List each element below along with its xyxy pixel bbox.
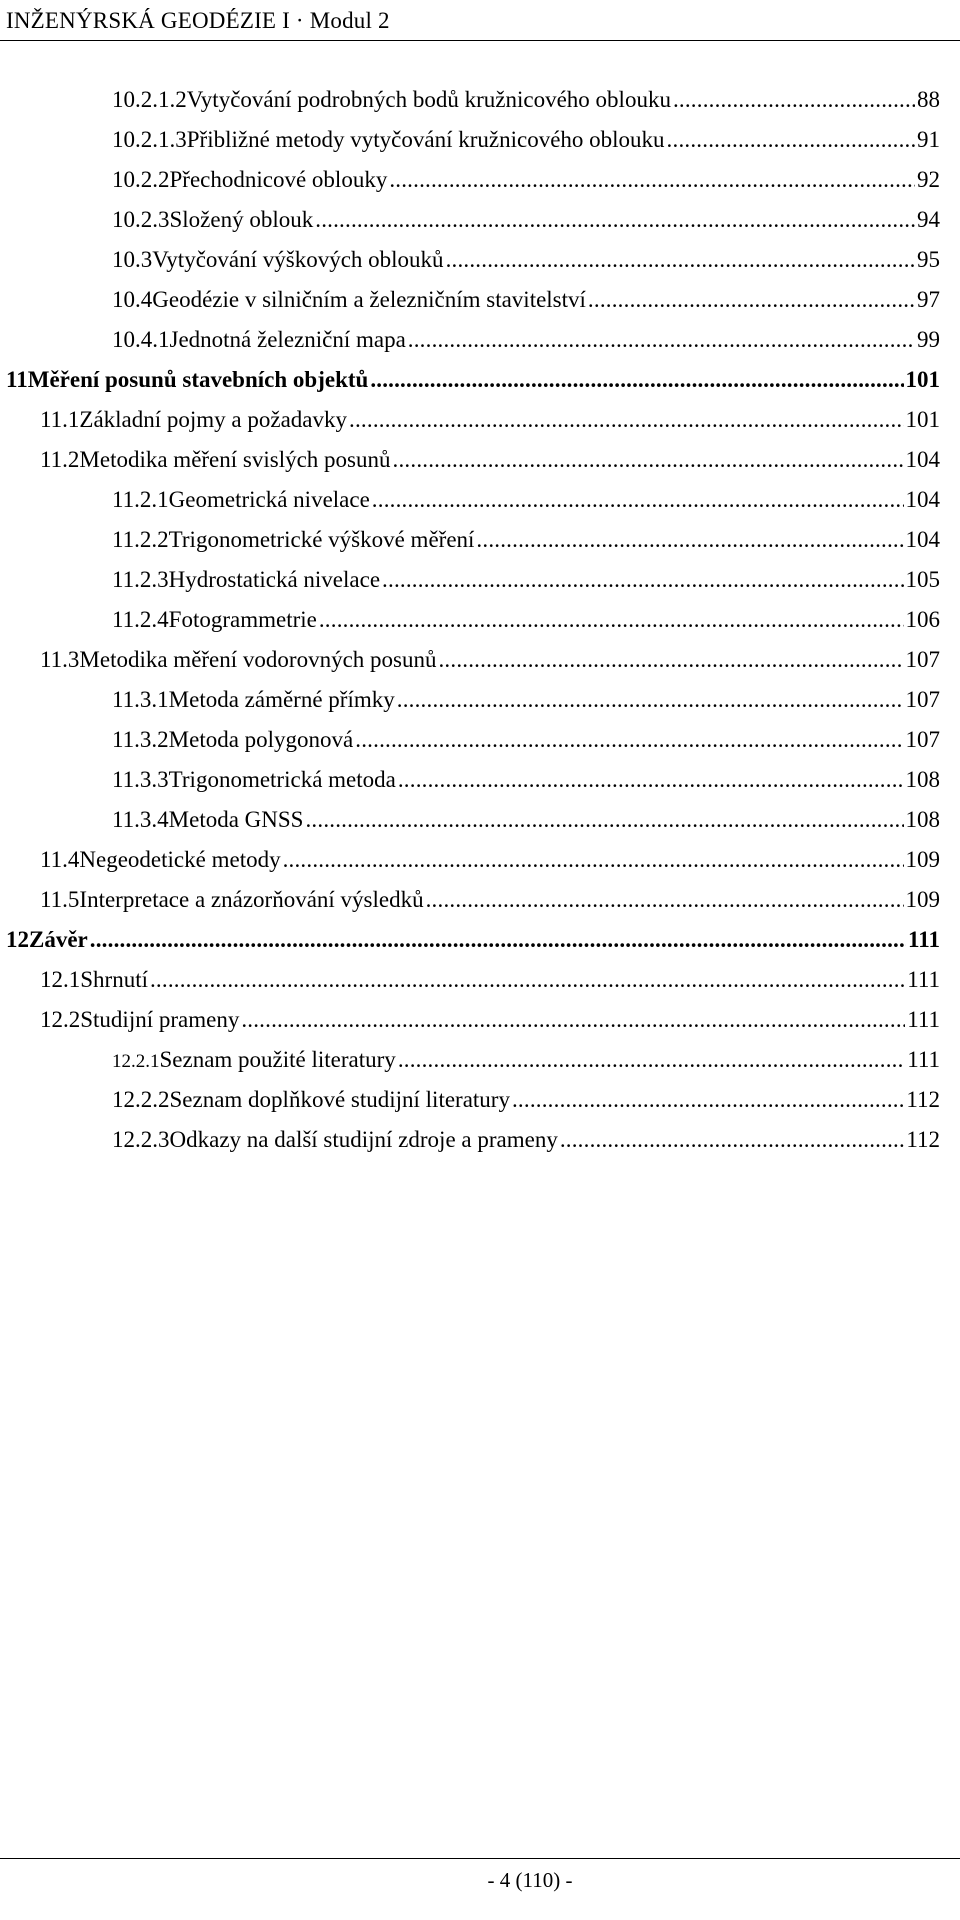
toc-dot-leader (241, 1000, 905, 1040)
footer-divider (0, 1858, 960, 1859)
toc-entry-number: 12.1 (40, 967, 81, 992)
toc-dot-leader (393, 440, 904, 480)
toc-entry[interactable] (112, 680, 940, 720)
toc-dot-leader (398, 760, 904, 800)
toc-dot-leader (372, 480, 904, 520)
toc-dot-leader (283, 840, 904, 880)
toc-dot-leader (355, 720, 903, 760)
toc-entry-title: Fotogrammetrie (168, 607, 317, 632)
toc-entry-number: 11.2.3 (112, 567, 169, 592)
toc-dot-leader (588, 280, 915, 320)
toc-entry-page: 95 (917, 247, 940, 272)
toc-entry-page: 108 (905, 767, 940, 792)
toc-entry[interactable] (112, 760, 940, 800)
toc-entry[interactable] (6, 920, 940, 960)
toc-entry[interactable] (40, 1000, 940, 1040)
toc-entry-title: Shrnutí (80, 967, 148, 992)
toc-entry[interactable] (112, 280, 940, 320)
toc-entry-page: 94 (917, 207, 940, 232)
toc-entry-title: Metoda polygonová (168, 727, 354, 752)
toc-entry-page: 107 (905, 647, 940, 672)
toc-entry-title: Negeodetické metody (79, 847, 281, 872)
toc-entry[interactable] (40, 880, 940, 920)
toc-dot-leader (408, 320, 915, 360)
toc-entry-title: Trigonometrická metoda (168, 767, 396, 792)
toc-entry-number: 11.3.1 (112, 687, 169, 712)
toc-dot-leader (319, 600, 904, 640)
toc-entry-title: Metoda GNSS (168, 807, 304, 832)
toc-entry[interactable] (40, 840, 940, 880)
toc-entry-title: Metodika měření vodorovných posunů (79, 647, 437, 672)
toc-entry-page: 108 (905, 807, 940, 832)
toc-entry-page: 112 (906, 1127, 940, 1152)
toc-entry-page: 97 (917, 287, 940, 312)
toc-entry-number: 12 (6, 927, 29, 952)
toc-entry-title: Odkazy na další studijní zdroje a prameny (169, 1127, 558, 1152)
toc-entry-number: 10.4 (112, 287, 153, 312)
toc-entry-title: Vytyčování výškových oblouků (152, 247, 444, 272)
toc-entry-number: 11.1 (40, 407, 80, 432)
toc-entry[interactable] (112, 1080, 940, 1120)
toc-dot-leader (382, 560, 903, 600)
toc-dot-leader (673, 80, 915, 120)
toc-entry-title: Přechodnicové oblouky (169, 167, 388, 192)
toc-dot-leader (315, 200, 915, 240)
toc-dot-leader (512, 1080, 904, 1120)
toc-entry-page: 105 (905, 567, 940, 592)
toc-entry-page: 88 (917, 87, 940, 112)
toc-entry-page: 104 (905, 447, 940, 472)
toc-entry-number: 11.4 (40, 847, 80, 872)
toc-entry-page: 104 (905, 487, 940, 512)
toc-entry[interactable] (112, 240, 940, 280)
toc-dot-leader (398, 1040, 905, 1080)
toc-entry[interactable] (112, 80, 940, 120)
toc-entry-page: 109 (905, 847, 940, 872)
toc-entry[interactable] (40, 400, 940, 440)
header-divider (0, 40, 960, 41)
toc-entry-number: 11.2.4 (112, 607, 169, 632)
toc-entry[interactable] (112, 160, 940, 200)
toc-entry-title: Studijní prameny (80, 1007, 240, 1032)
toc-dot-leader (305, 800, 903, 840)
toc-entry-page: 107 (905, 687, 940, 712)
toc-entry[interactable] (112, 320, 940, 360)
toc-entry-page: 109 (905, 887, 940, 912)
toc-entry[interactable] (112, 520, 940, 560)
toc-entry-page: 99 (917, 327, 940, 352)
toc-entry-number: 12.2.3 (112, 1127, 170, 1152)
toc-entry-page: 111 (907, 967, 940, 992)
toc-entry-title: Trigonometrické výškové měření (168, 527, 475, 552)
toc-entry-page: 101 (905, 407, 940, 432)
toc-entry-number: 10.2.1.3 (112, 127, 187, 152)
toc-entry[interactable] (112, 120, 940, 160)
toc-dot-leader (476, 520, 903, 560)
toc-entry-title: Geometrická nivelace (168, 487, 370, 512)
toc-entry[interactable] (40, 440, 940, 480)
toc-entry-title: Jednotná železniční mapa (169, 327, 406, 352)
page-number: - 4 (110) - (487, 1868, 573, 1892)
toc-entry[interactable] (6, 360, 940, 400)
toc-entry[interactable] (112, 1040, 940, 1080)
toc-entry-page: 111 (907, 1047, 940, 1072)
toc-entry-number: 11.3.4 (112, 807, 169, 832)
toc-entry-number: 11 (6, 367, 28, 392)
toc-entry-page: 106 (905, 607, 940, 632)
toc-entry-number: 11.2 (40, 447, 80, 472)
toc-dot-leader (150, 960, 905, 1000)
toc-dot-leader (397, 680, 904, 720)
toc-entry-number: 10.2.3 (112, 207, 170, 232)
toc-entry-title: Metoda záměrné přímky (168, 687, 395, 712)
toc-entry-title: Metodika měření svislých posunů (79, 447, 391, 472)
toc-entry-number: 11.3.2 (112, 727, 169, 752)
toc-entry[interactable] (112, 200, 940, 240)
toc-entry-page: 112 (906, 1087, 940, 1112)
toc-entry[interactable] (112, 1120, 940, 1160)
toc-entry-number: 11.5 (40, 887, 80, 912)
toc-entry[interactable] (40, 640, 940, 680)
toc-entry-number: 11.3 (40, 647, 80, 672)
toc-entry-page: 111 (908, 927, 940, 952)
toc-entry-title: Seznam použité literatury (159, 1047, 396, 1072)
toc-entry[interactable] (112, 800, 940, 840)
toc-entry-number: 11.2.1 (112, 487, 169, 512)
toc-dot-leader (560, 1120, 905, 1160)
toc-dot-leader (90, 920, 906, 960)
toc-entry-page: 111 (907, 1007, 940, 1032)
running-header: INŽENÝRSKÁ GEODÉZIE I · Modul 2 (6, 8, 390, 33)
toc-entry[interactable] (112, 560, 940, 600)
toc-entry-title: Závěr (29, 927, 88, 952)
toc-entry-title: Přibližné metody vytyčování kružnicového oblouku (186, 127, 665, 152)
toc-dot-leader (370, 360, 903, 400)
toc-entry-title: Základní pojmy a požadavky (79, 407, 348, 432)
toc-entry-number: 12.2.1 (112, 1051, 160, 1072)
toc-entry-number: 10.2.2 (112, 167, 170, 192)
toc-entry-title: Složený oblouk (169, 207, 314, 232)
toc-entry-title: Interpretace a znázorňování výsledků (79, 887, 424, 912)
toc-entry-title: Měření posunů stavebních objektů (27, 367, 369, 392)
toc-entry-number: 12.2 (40, 1007, 81, 1032)
toc-dot-leader (438, 640, 903, 680)
toc-entry-title: Hydrostatická nivelace (168, 567, 381, 592)
toc-dot-leader (426, 880, 904, 920)
toc-dot-leader (667, 120, 915, 160)
toc-entry-page: 107 (905, 727, 940, 752)
toc-entry-page: 101 (905, 367, 940, 392)
toc-dot-leader (446, 240, 915, 280)
toc-entry[interactable] (40, 960, 940, 1000)
toc-entry-title: Geodézie v silničním a železničním stavitelství (152, 287, 586, 312)
toc-entry-page: 91 (917, 127, 940, 152)
toc-entry-title: Vytyčování podrobných bodů kružnicového oblouku (186, 87, 671, 112)
toc-entry-number: 10.3 (112, 247, 153, 272)
toc-entry-number: 11.2.2 (112, 527, 169, 552)
toc-entry-number: 12.2.2 (112, 1087, 170, 1112)
toc-entry[interactable] (112, 480, 940, 520)
toc-dot-leader (389, 160, 915, 200)
toc-dot-leader (349, 400, 903, 440)
toc-entry-number: 11.3.3 (112, 767, 169, 792)
toc-entry-page: 92 (917, 167, 940, 192)
toc-entry-number: 10.2.1.2 (112, 87, 187, 112)
toc-entry-title: Seznam doplňkové studijní literatury (169, 1087, 510, 1112)
toc-entry-page: 104 (905, 527, 940, 552)
toc-entry-number: 10.4.1 (112, 327, 170, 352)
toc-entry[interactable] (112, 720, 940, 760)
toc-entry[interactable] (112, 600, 940, 640)
